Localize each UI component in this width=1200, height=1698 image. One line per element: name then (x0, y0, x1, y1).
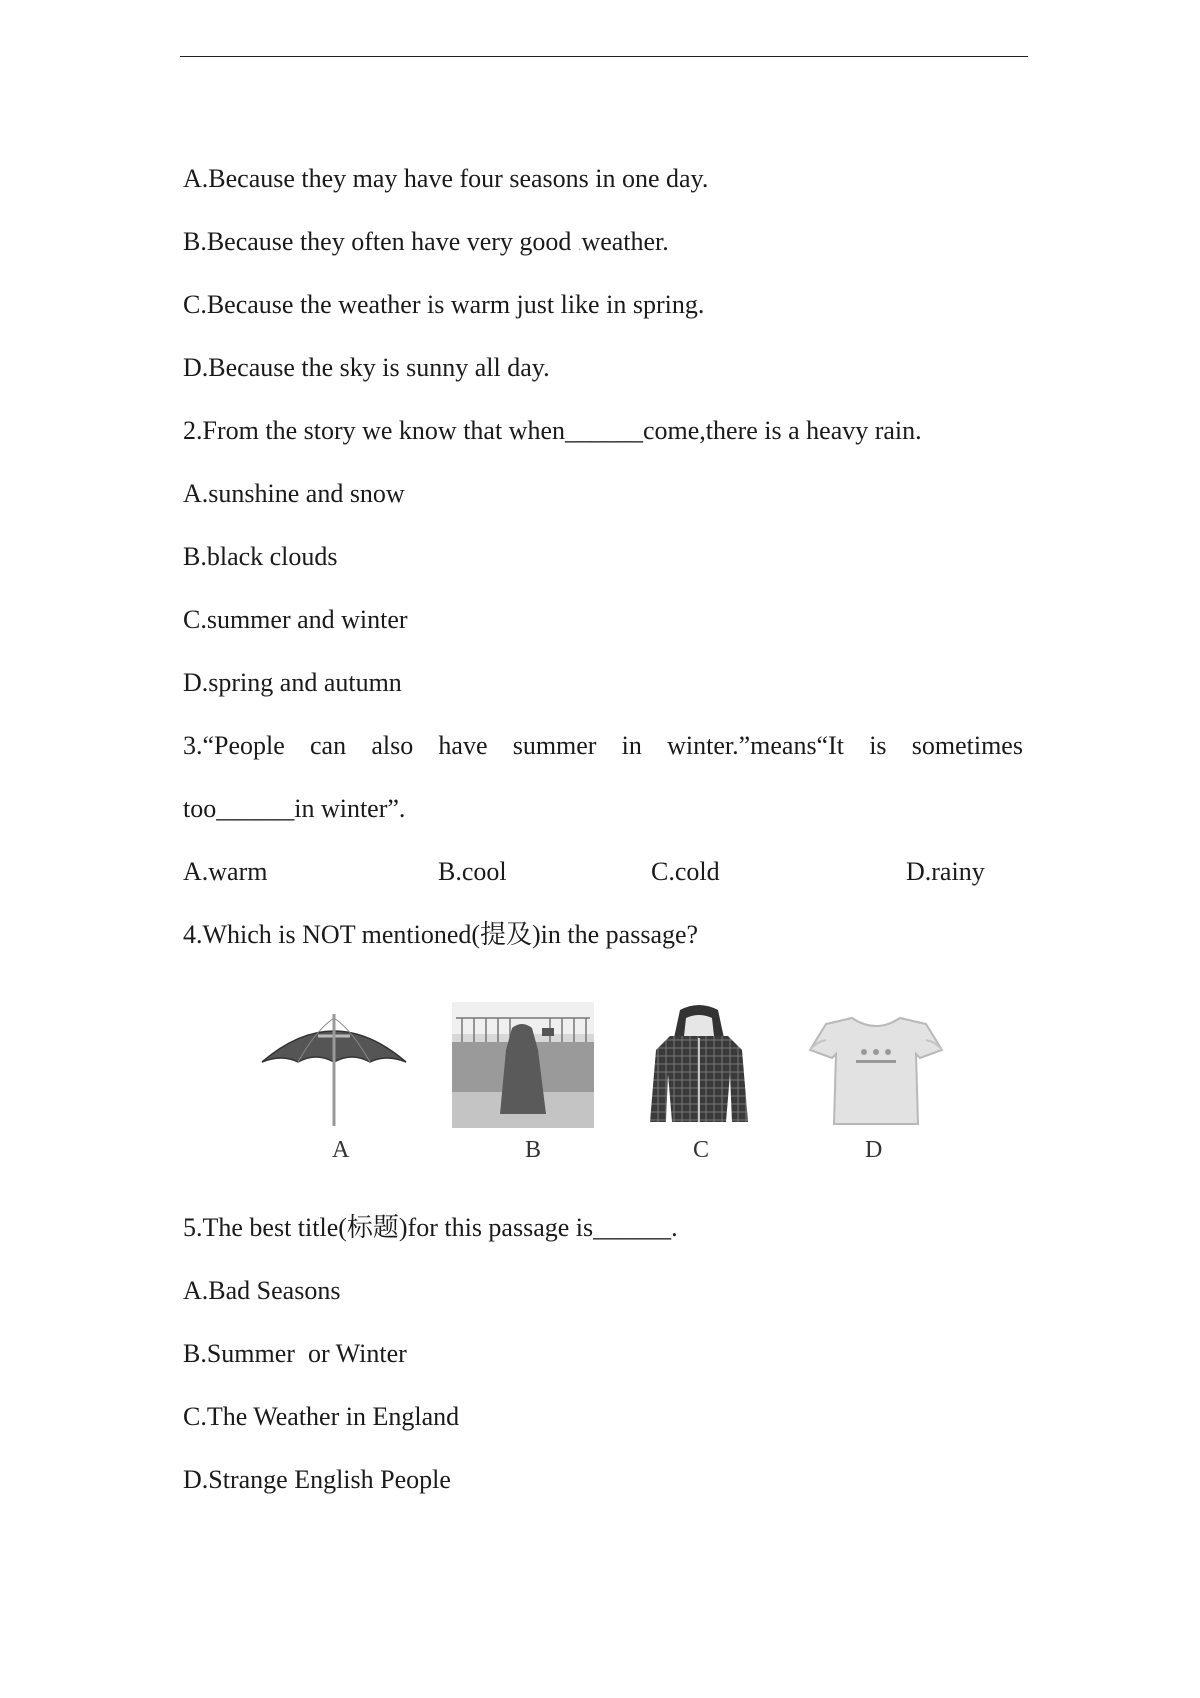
q2-option-b: B.black clouds (183, 542, 338, 571)
q3-word: can (310, 731, 347, 760)
q3-option-d: D.rainy (906, 857, 985, 886)
picture-label-d: D (865, 1137, 883, 1163)
q1-option-d: D.Because the sky is sunny all day. (183, 353, 550, 382)
q2-option-c: C.summer and winter (183, 605, 408, 634)
q3-option-a: A.warm (183, 857, 268, 886)
q5-option-a: A.Bad Seasons (183, 1276, 341, 1305)
q3-word: is (869, 731, 887, 760)
q5-option-d: D.Strange English People (183, 1465, 451, 1494)
q1-option-a: A.Because they may have four seasons in one day. (183, 164, 709, 193)
q3-option-b: B.cool (438, 857, 507, 886)
picture-label-b: B (525, 1137, 542, 1163)
picture-label-a: A (332, 1137, 350, 1163)
picture-label-c: C (693, 1137, 710, 1163)
q3-stem-line2: too______in winter”. (183, 794, 406, 823)
q5-stem: 5.The best title(标题)for this passage is______. (183, 1213, 678, 1242)
header-rule (180, 56, 1028, 57)
q2-option-d: D.spring and autumn (183, 668, 402, 697)
q1-option-b-text-end: weather. (581, 227, 669, 256)
q3-word: summer (512, 731, 597, 760)
q5-option-b: B.Summer or Winter (183, 1339, 407, 1368)
q5-option-c: C.The Weather in England (183, 1402, 460, 1431)
q4-stem: 4.Which is NOT mentioned(提及)in the passage? (183, 920, 699, 949)
q3-stem-line1 (183, 731, 1023, 761)
stray-mark: . (577, 239, 582, 254)
q3-word: in (621, 731, 642, 760)
q3-word: 3.“People (183, 731, 285, 760)
q1-option-b-text: B.Because they often have very good (183, 227, 572, 256)
q3-option-c: C.cold (651, 857, 720, 886)
q3-word: have (438, 731, 488, 760)
q1-option-c: C.Because the weather is warm just like in spring. (183, 290, 705, 319)
q3-word: winter.”means“It (667, 731, 844, 760)
q2-stem: 2.From the story we know that when______come,there is a heavy rain. (183, 416, 922, 445)
raincoat-photo (452, 1002, 594, 1128)
umbrella-icon (258, 1010, 410, 1128)
q1-option-b (183, 227, 669, 262)
q3-word: also (371, 731, 414, 760)
q3-word: sometimes (911, 731, 1023, 760)
jacket-icon (646, 1004, 752, 1126)
q2-option-a: A.sunshine and snow (183, 479, 405, 508)
tshirt-icon (808, 1012, 944, 1128)
